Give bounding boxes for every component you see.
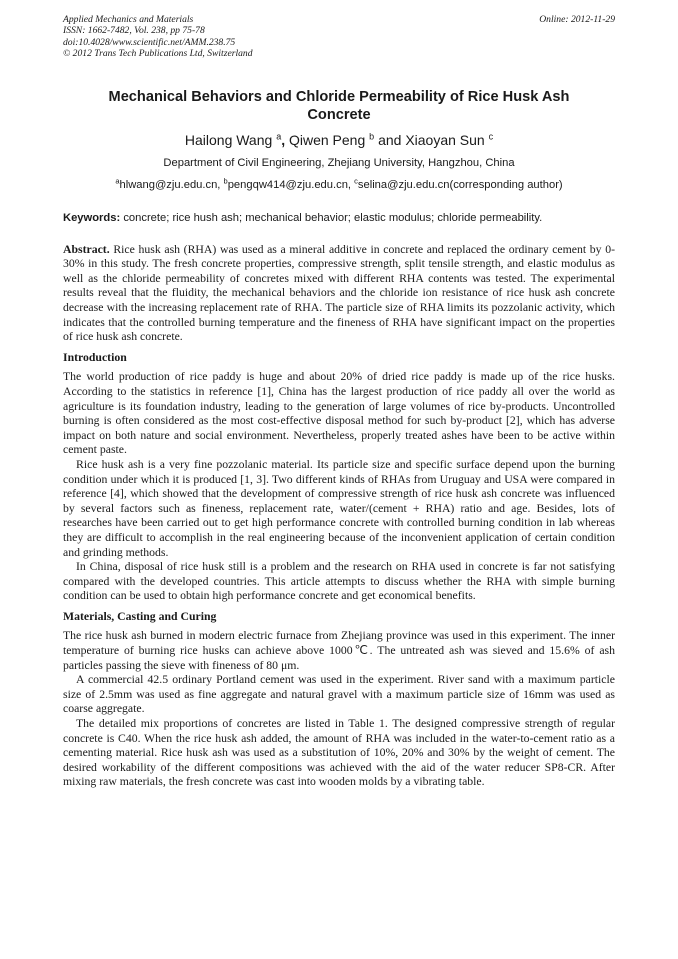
materials-paragraph-1: The rice husk ash burned in modern electric furnace from Zhejiang province was used in this experiment. The inner temperature of burning rice husks can achieve above 1000℃. The untreated ash was sieved and 15.6% of ash particles passing the sieve with fineness of 80 μm. bbox=[63, 629, 615, 672]
abstract-label: Abstract. bbox=[63, 242, 110, 256]
issn-line: ISSN: 1662-7482, Vol. 238, pp 75-78 bbox=[63, 25, 205, 37]
email-sup: c bbox=[354, 175, 358, 185]
intro-paragraph-3: In China, disposal of rice husk still is a problem and the research on RHA used in concrete is far not satisfying compared with the developed countries. This article attempts to discuss whether the RHA with simple burning condition can be used to obtain high performance concrete and get economical benefits. bbox=[63, 560, 615, 603]
affiliation: Department of Civil Engineering, Zhejiang University, Hangzhou, China bbox=[163, 156, 515, 169]
intro-paragraph-2: Rice husk ash is a very fine pozzolanic material. Its particle size and specific surface depend upon the burning condition under which it is produced [1, 3]. Two different kinds of RHAs from Uruguay and USA were compared in reference [4], which showed that the development of compressive strength of rice husk ash concrete was influenced by several factors such as fineness, replacement rate, water/(cement + RHA) ratio and age. Besides, lots of researches have been carried out to get high performance concrete with controlled burning condition in lab whereas they are difficult to accomplish in the real engineering because of the inconvenient application of certain condition and grinding methods. bbox=[63, 457, 615, 559]
materials-paragraph-3: The detailed mix proportions of concretes are listed in Table 1. The designed compressive strength of regular concrete is C40. When the rice husk ash added, the amount of RHA was included in the water-to-cement ratio as a cementing material. Rice husk ash was used as a substitution of 10%, 20% and 30% by the weight of cement. The desired workability of the different compositions was achieved with the aid of the water reducer SP8-CR. After mixing raw materials, the fresh concrete was cast into wooden molds by a vibrating table. bbox=[63, 717, 615, 789]
abstract-text: Rice husk ash (RHA) was used as a mineral additive in concrete and replaced the ordinary cement by 0-30% in this study. The fresh concrete properties, compressive strength, split tensile strength, and elastic modulus as well as the chloride permeability of concretes mixed with different RHA contents was tested. The experimental results reveal that the fluidity, the mechanical behaviors and the chloride ion resistance of rice husk ash concrete decrease with the increasing replacement rate of RHA. The particle size of RHA limits its pozzolanic activity, which indicates that the controlled burning temperature and the fineness of RHA have significant impact on the properties of rice husk ash concrete. bbox=[63, 242, 615, 344]
author-sup: c bbox=[488, 130, 494, 141]
journal-name: Applied Mechanics and Materials bbox=[63, 14, 194, 25]
author-separator: , bbox=[281, 131, 286, 148]
email-address[interactable]: selina@zju.edu.cn(corresponding author) bbox=[357, 178, 563, 191]
doi-line: doi:10.4028/www.scientific.net/AMM.238.75 bbox=[63, 36, 236, 48]
keywords-label: Keywords: bbox=[63, 211, 121, 224]
author-list bbox=[63, 132, 615, 149]
section-heading-materials: Materials, Casting and Curing bbox=[63, 609, 217, 623]
email-address[interactable]: pengqw414@zju.edu.cn, bbox=[227, 178, 355, 191]
abstract bbox=[63, 243, 615, 345]
email-address[interactable]: hlwang@zju.edu.cn, bbox=[119, 178, 224, 191]
email-sup: a bbox=[115, 175, 120, 185]
copyright-line: © 2012 Trans Tech Publications Ltd, Switzerland bbox=[63, 48, 253, 60]
intro-paragraph-1: The world production of rice paddy is huge and about 20% of dried rice paddy is made up of the rice husks. According to the statistics in reference [1], China has the largest production of rice paddy all over the world as agriculture is its foundation industry, leading to the generation of large volumes of rice by-products. Uncontrolled burning is often considered as the most cost-effective disposal method for such by-product [2], which has adverse impact on both nature and social environment. Nevertheless, properly treated ashes have been to be active within cement paste. bbox=[63, 370, 615, 457]
author-sup: a bbox=[276, 130, 282, 141]
section-heading-introduction: Introduction bbox=[63, 350, 127, 364]
online-date: Online: 2012-11-29 bbox=[539, 14, 615, 25]
author-separator: and bbox=[378, 131, 402, 148]
keywords-text: concrete; rice hush ash; mechanical behavior; elastic modulus; chloride permeability. bbox=[123, 211, 543, 224]
keywords bbox=[63, 211, 615, 225]
author-name: Qiwen Peng bbox=[288, 131, 366, 148]
email-sup: b bbox=[223, 175, 228, 185]
author-name: Xiaoyan Sun bbox=[405, 131, 485, 148]
author-name: Hailong Wang bbox=[184, 131, 273, 148]
author-sup: b bbox=[369, 130, 375, 141]
email-line bbox=[63, 175, 615, 192]
materials-paragraph-2: A commercial 42.5 ordinary Portland cement was used in the experiment. River sand with a maximum particle size of 2.5mm was used as fine aggregate and natural gravel with a maximum particle size of 16mm was used as coarse aggregate. bbox=[63, 673, 615, 716]
journal-header bbox=[63, 14, 615, 60]
paper-title: Mechanical Behaviors and Chloride Permeability of Rice Husk Ash Concrete bbox=[108, 88, 570, 123]
